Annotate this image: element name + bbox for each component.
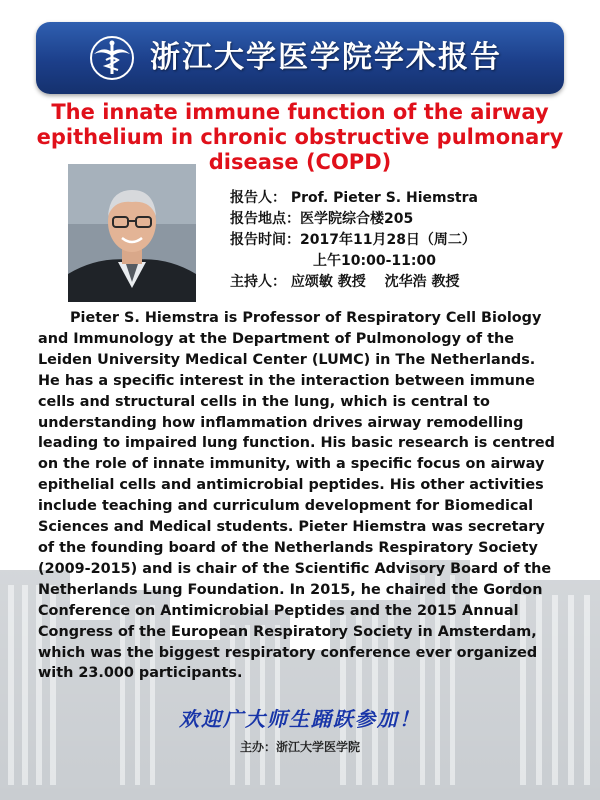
host-row bbox=[230, 272, 570, 293]
speaker-bio: Pieter S. Hiemstra is Professor of Respiratory Cell Biology and Immunology at the Department of Pulmonology of the Leiden University Medical Center (LUMC) in The Netherlands. He has a specific interest in the interaction between immune cells and structural cells in the lung, which is central to understanding how inflammation drives airway remodelling leading to impaired lung function. His basic research is centred on the role of innate immunity, with a specific focus on airway epithelial cells and antimicrobial peptides. His other activities include teaching and curriculum development for Biomedical Sciences and Medical students. Pieter Hiemstra was secretary of the founding board of the Netherlands Respiratory Society (2009-2015) and is chair of the Scientific Advisory Board of the Netherlands Lung Foundation. In 2015, he chaired the Gordon Conference on Antimicrobial Peptides and the 2015 Annual Congress of the European Respiratory Society in Amsterdam, which was the biggest respiratory conference ever organized with 23.000 participants. bbox=[38, 310, 555, 682]
location-row bbox=[230, 209, 570, 230]
date-row bbox=[230, 230, 570, 251]
location-label: 报告地点： bbox=[230, 211, 300, 227]
header-title: 浙江大学医学院学术报告 bbox=[150, 40, 502, 75]
speaker-label: 报告人： bbox=[230, 190, 286, 206]
time-label: 报告时间： bbox=[230, 232, 300, 248]
speaker-row bbox=[230, 188, 570, 209]
header-banner bbox=[36, 22, 564, 94]
talk-info bbox=[230, 188, 570, 293]
speaker-photo bbox=[68, 164, 196, 302]
host-names: 应颂敏 教授 沈华浩 教授 bbox=[290, 274, 460, 290]
welcome-slogan: 欢迎广大师生踊跃参加！ bbox=[179, 707, 421, 731]
date-value: 2017年11月28日（周二） bbox=[300, 232, 476, 248]
location-value: 医学院综合楼205 bbox=[300, 211, 414, 227]
sponsor-line: 主办：浙江大学医学院 bbox=[239, 740, 360, 754]
caduceus-logo-icon bbox=[88, 34, 136, 82]
talk-title: The innate immune function of the airway epithelium in chronic obstructive pulmonary disease (COPD) bbox=[36, 100, 564, 174]
time-value: 上午10:00-11:00 bbox=[313, 253, 436, 269]
host-label: 主持人： bbox=[230, 274, 286, 290]
speaker-name: Prof. Pieter S. Hiemstra bbox=[290, 190, 478, 206]
time-row bbox=[230, 251, 570, 272]
